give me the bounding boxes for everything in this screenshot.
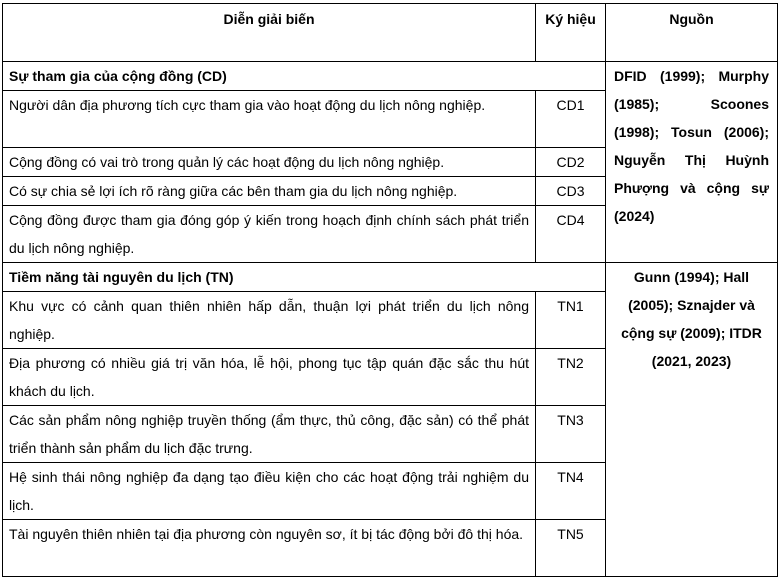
row-description: Các sản phẩm nông nghiệp truyền thống (ẩm thực, thủ công, đặc sản) có thể phát triển thành sản phẩm du lịch đặc trưng.	[3, 406, 536, 463]
row-description: Người dân địa phương tích cực tham gia vào hoạt động du lịch nông nghiệp.	[3, 91, 536, 148]
header-symbol: Ký hiệu	[536, 4, 606, 62]
row-description: Cộng đồng có vai trò trong quản lý các hoạt động du lịch nông nghiệp.	[3, 148, 536, 177]
row-description: Khu vực có cảnh quan thiên nhiên hấp dẫn, thuận lợi phát triển du lịch nông nghiệp.	[3, 292, 536, 349]
header-description: Diễn giải biến	[3, 4, 536, 62]
row-code: TN4	[536, 463, 606, 520]
section-title: Sự tham gia của cộng đồng (CD)	[3, 62, 606, 91]
header-source: Nguồn	[606, 4, 778, 62]
row-description: Có sự chia sẻ lợi ích rõ ràng giữa các bên tham gia du lịch nông nghiệp.	[3, 177, 536, 206]
section-title: Tiềm năng tài nguyên du lịch (TN)	[3, 263, 606, 292]
row-code: CD1	[536, 91, 606, 148]
header-row	[3, 4, 778, 62]
row-description: Tài nguyên thiên nhiên tại địa phương còn nguyên sơ, ít bị tác động bởi đô thị hóa.	[3, 520, 536, 577]
row-description: Hệ sinh thái nông nghiệp đa dạng tạo điều kiện cho các hoạt động trải nghiệm du lịch.	[3, 463, 536, 520]
section-header-cd	[3, 62, 778, 91]
row-code: CD2	[536, 148, 606, 177]
row-code: TN5	[536, 520, 606, 577]
row-description: Cộng đồng được tham gia đóng góp ý kiến trong hoạch định chính sách phát triển du lịch nông nghiệp.	[3, 206, 536, 263]
row-description: Địa phương có nhiều giá trị văn hóa, lễ hội, phong tục tập quán đặc sắc thu hút khách du lịch.	[3, 349, 536, 406]
section-header-tn	[3, 263, 778, 292]
row-code: TN3	[536, 406, 606, 463]
source-cell: DFID (1999); Murphy (1985); Scoones (1998); Tosun (2006); Nguyễn Thị Huỳnh Phượng và cộng sự (2024)	[606, 62, 778, 263]
row-code: TN2	[536, 349, 606, 406]
variables-table	[2, 3, 778, 577]
source-cell: Gunn (1994); Hall (2005); Sznajder và cộng sự (2009); ITDR (2021, 2023)	[606, 263, 778, 577]
row-code: CD4	[536, 206, 606, 263]
row-code: CD3	[536, 177, 606, 206]
row-code: TN1	[536, 292, 606, 349]
